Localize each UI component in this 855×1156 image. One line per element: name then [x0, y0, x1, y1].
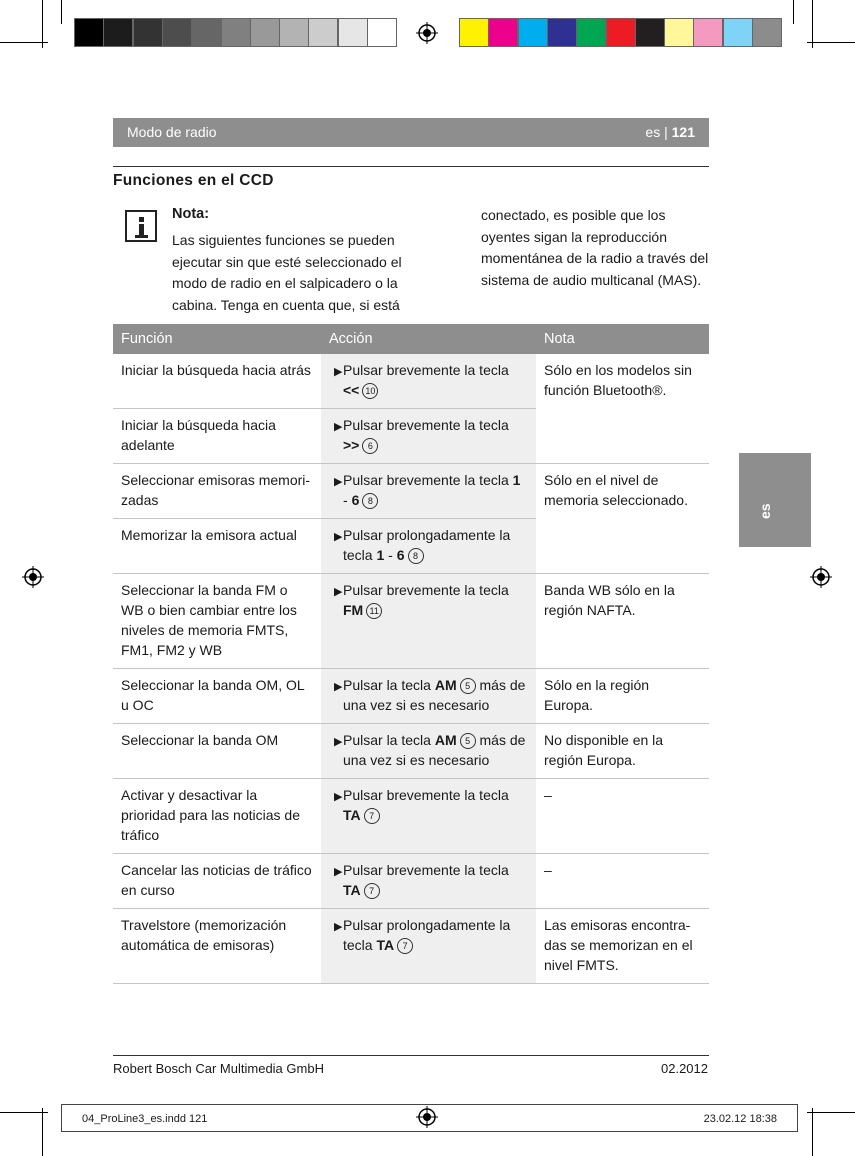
- note-cell: Las emisoras encontra-das se memorizan en el nivel FMTS.: [536, 909, 709, 984]
- table-row: [113, 909, 709, 984]
- col-header-note: Nota: [536, 324, 709, 354]
- gray-swatch: [133, 18, 163, 47]
- crop-mark: [812, 1108, 813, 1156]
- table-row: [113, 464, 709, 519]
- callout-number-icon: 7: [364, 883, 380, 899]
- color-swatch: [606, 18, 636, 47]
- running-header: [113, 118, 709, 147]
- color-swatch: [752, 18, 782, 47]
- gray-swatch: [103, 18, 133, 47]
- note-cell: Banda WB sólo en la región NAFTA.: [536, 574, 709, 669]
- crop-mark: [0, 42, 48, 43]
- action-text: más de una vez si es necesario: [343, 732, 526, 768]
- gray-swatch: [74, 18, 104, 47]
- function-cell: Activar y desactivar la prioridad para las noticias de tráfico: [113, 779, 321, 854]
- page-number-label: es | 121: [645, 124, 695, 140]
- callout-number-icon: 10: [362, 383, 378, 399]
- color-swatch: [576, 18, 606, 47]
- crop-mark: [807, 1112, 855, 1113]
- note-line: momentánea de la radio a través del: [481, 250, 709, 266]
- function-cell: Seleccionar la banda OM: [113, 724, 321, 779]
- color-swatch: [635, 18, 665, 47]
- function-cell: Travelstore (memorización automática de emisoras): [113, 909, 321, 984]
- bullet-triangle-icon: ▶: [334, 586, 343, 598]
- key-name: AM: [434, 732, 457, 748]
- info-icon: [125, 210, 157, 242]
- action-text: Pulsar brevemente la tecla: [343, 472, 509, 488]
- note-cell: Sólo en la región Europa.: [536, 669, 709, 724]
- action-text: Pulsar prolongadamente la tecla: [343, 527, 511, 563]
- crop-mark: [807, 42, 855, 43]
- footer-date: 02.2012: [661, 1061, 708, 1076]
- key-separator: -: [343, 492, 348, 508]
- table-row: [113, 354, 709, 409]
- note-line: modo de radio en el salpicadero o la: [172, 275, 398, 291]
- color-swatch: [518, 18, 548, 47]
- footer-company: Robert Bosch Car Multimedia GmbH: [113, 1061, 324, 1076]
- print-slug: [61, 1104, 798, 1132]
- bullet-triangle-icon: ▶: [334, 681, 343, 693]
- gray-swatch: [308, 18, 338, 47]
- key-name: FM: [343, 602, 364, 618]
- language-code: es: [645, 124, 661, 140]
- gray-swatch: [338, 18, 368, 47]
- color-swatch: [723, 18, 753, 47]
- table-row: [113, 724, 709, 779]
- crop-mark: [0, 1112, 48, 1113]
- gray-swatch: [221, 18, 251, 47]
- registration-mark-icon: [22, 566, 44, 588]
- note-title: Nota:: [172, 206, 210, 222]
- bullet-triangle-icon: ▶: [334, 531, 343, 543]
- gray-swatch: [279, 18, 309, 47]
- table-row: [113, 574, 709, 669]
- note-line: oyentes sigan la reproducción: [481, 228, 668, 245]
- registration-mark-icon: [416, 22, 438, 44]
- color-swatch: [664, 18, 694, 47]
- bullet-triangle-icon: ▶: [334, 476, 343, 488]
- action-cell: [321, 854, 536, 909]
- callout-number-icon: 7: [397, 938, 413, 954]
- note-line: cabina. Tenga en cuenta que, si está: [172, 296, 400, 313]
- callout-number-icon: 5: [460, 678, 476, 694]
- action-cell: [321, 409, 536, 464]
- gray-swatch: [367, 18, 397, 47]
- action-text: Pulsar brevemente la tecla: [343, 582, 509, 598]
- gray-swatch: [191, 18, 221, 47]
- action-text: Pulsar brevemente la tecla: [343, 362, 509, 378]
- function-cell: Memorizar la emisora actual: [113, 519, 321, 574]
- note-cell: –: [536, 854, 709, 909]
- registration-mark-icon: [810, 566, 832, 588]
- color-swatch: [488, 18, 518, 47]
- key-name: <<: [343, 382, 360, 398]
- slug-file: 04_ProLine3_es.indd 121: [82, 1113, 208, 1125]
- note-line: sistema de audio multicanal (MAS).: [481, 271, 702, 288]
- note-cell: Sólo en los modelos sin función Bluetooth®.: [536, 354, 709, 464]
- action-text: Pulsar la tecla: [343, 677, 431, 693]
- slug-timestamp: 23.02.12 18:38: [703, 1113, 777, 1125]
- crop-mark: [42, 0, 43, 48]
- function-cell: Seleccionar la banda FM o WB o bien cambiar entre los niveles de memoria FMTS, FM1, FM2 y WB: [113, 574, 321, 669]
- action-text: Pulsar brevemente la tecla: [343, 417, 509, 433]
- bullet-triangle-icon: ▶: [334, 736, 343, 748]
- function-cell: Cancelar las noticias de tráfico en curso: [113, 854, 321, 909]
- bullet-triangle-icon: ▶: [334, 421, 343, 433]
- key-name: AM: [434, 677, 457, 693]
- callout-number-icon: 6: [362, 438, 378, 454]
- color-swatch: [693, 18, 723, 47]
- action-text: más de una vez si es necesario: [343, 677, 526, 713]
- crop-mark: [793, 0, 794, 24]
- crop-mark: [42, 1108, 43, 1156]
- note-line: Las siguientes funciones se pueden: [172, 232, 395, 248]
- table-row: [113, 854, 709, 909]
- note-line: conectado, es posible que los: [481, 207, 666, 223]
- heading-rule: [113, 166, 709, 167]
- key-name: 6: [396, 547, 405, 563]
- action-cell: [321, 724, 536, 779]
- section-name: Modo de radio: [127, 124, 217, 140]
- crop-mark: [812, 0, 813, 48]
- callout-number-icon: 5: [460, 733, 476, 749]
- col-header-function: Función: [113, 324, 321, 354]
- language-tab-label: es: [757, 503, 773, 519]
- key-name: 1: [376, 547, 385, 563]
- functions-table: [113, 324, 709, 984]
- note-text-col2: [481, 205, 711, 291]
- function-cell: Seleccionar la banda OM, OL u OC: [113, 669, 321, 724]
- function-cell: Seleccionar emisoras memori-zadas: [113, 464, 321, 519]
- note-line: ejecutar sin que esté seleccionado el: [172, 253, 402, 270]
- color-swatch: [459, 18, 489, 47]
- action-cell: [321, 354, 536, 409]
- key-name: TA: [376, 937, 395, 953]
- table-row: [113, 669, 709, 724]
- action-text: Pulsar prolongadamente la tecla: [343, 917, 511, 953]
- action-cell: [321, 574, 536, 669]
- action-cell: [321, 779, 536, 854]
- key-name: >>: [343, 437, 360, 453]
- action-cell: [321, 669, 536, 724]
- key-name: 6: [351, 492, 360, 508]
- action-cell: [321, 519, 536, 574]
- key-name: 1: [512, 472, 521, 488]
- action-text: Pulsar brevemente la tecla: [343, 862, 509, 878]
- callout-number-icon: 8: [362, 493, 378, 509]
- page-number: 121: [671, 124, 695, 140]
- callout-number-icon: 7: [364, 808, 380, 824]
- crop-mark: [61, 0, 62, 24]
- callout-number-icon: 8: [408, 548, 424, 564]
- key-name: TA: [343, 807, 361, 823]
- gray-swatch: [250, 18, 280, 47]
- function-cell: Iniciar la búsqueda hacia atrás: [113, 354, 321, 409]
- action-cell: [321, 464, 536, 519]
- language-tab: [739, 453, 811, 547]
- color-swatch: [547, 18, 577, 47]
- callout-number-icon: 11: [366, 603, 382, 619]
- note-cell: Sólo en el nivel de memoria seleccionado.: [536, 464, 709, 574]
- key-name: TA: [343, 882, 361, 898]
- table-row: [113, 779, 709, 854]
- bullet-triangle-icon: ▶: [334, 921, 343, 933]
- bullet-triangle-icon: ▶: [334, 866, 343, 878]
- note-text-col1: [172, 230, 412, 316]
- note-cell: –: [536, 779, 709, 854]
- bullet-triangle-icon: ▶: [334, 791, 343, 803]
- action-text: Pulsar la tecla: [343, 732, 431, 748]
- footer-rule: [113, 1055, 709, 1056]
- section-title: Funciones en el CCD: [113, 172, 274, 189]
- function-cell: Iniciar la búsqueda hacia adelante: [113, 409, 321, 464]
- key-separator: -: [388, 547, 393, 563]
- note-cell: No disponible en la región Europa.: [536, 724, 709, 779]
- action-text: Pulsar brevemente la tecla: [343, 787, 509, 803]
- action-cell: [321, 909, 536, 984]
- gray-swatch: [162, 18, 192, 47]
- col-header-action: Acción: [321, 324, 536, 354]
- bullet-triangle-icon: ▶: [334, 366, 343, 378]
